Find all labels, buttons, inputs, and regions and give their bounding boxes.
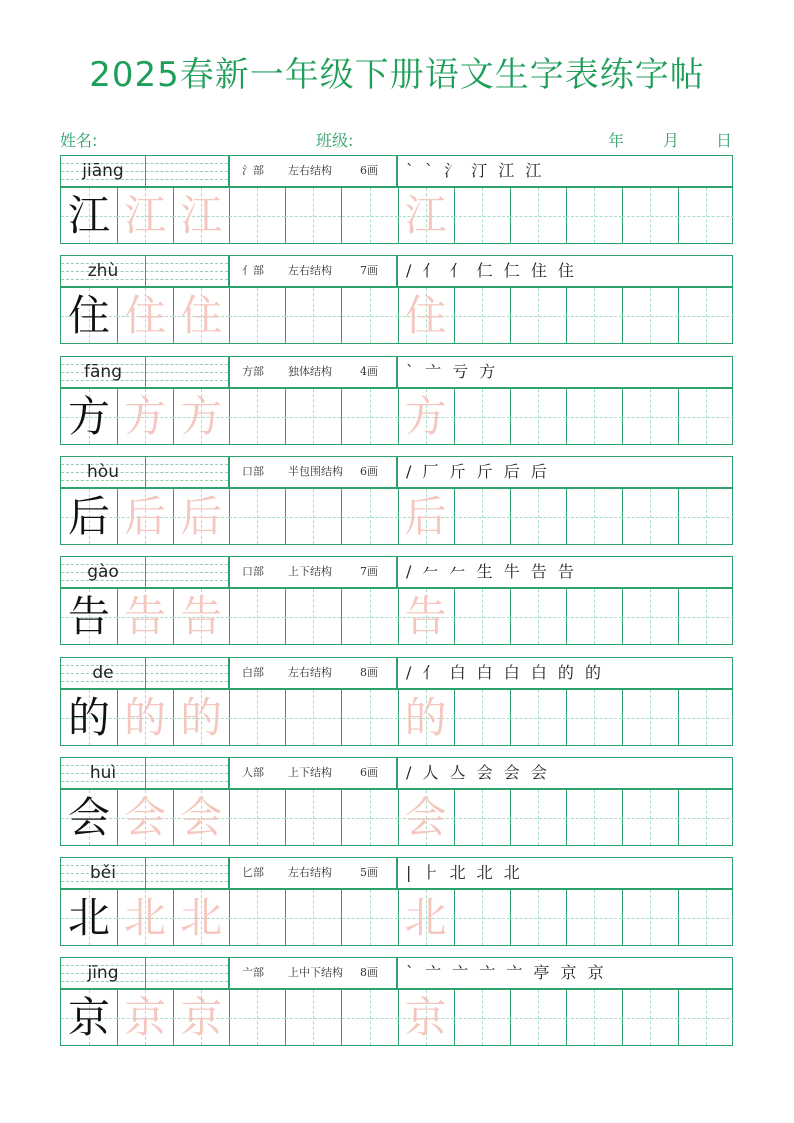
writing-grid-row bbox=[60, 889, 733, 946]
trace-character: 住 bbox=[124, 291, 167, 340]
writing-cell[interactable] bbox=[173, 690, 229, 745]
writing-cell[interactable] bbox=[678, 690, 734, 745]
trace-character: 会 bbox=[180, 793, 223, 842]
writing-cell[interactable] bbox=[510, 890, 566, 945]
writing-cell[interactable] bbox=[622, 389, 678, 444]
stroke-count-label: 7画 bbox=[360, 565, 378, 578]
writing-cell[interactable] bbox=[398, 890, 454, 945]
writing-cell[interactable] bbox=[285, 990, 341, 1045]
radical-label: 人部 bbox=[242, 766, 264, 779]
writing-cell[interactable] bbox=[342, 790, 398, 845]
name-label: 姓名: bbox=[60, 131, 98, 150]
writing-cell[interactable] bbox=[510, 288, 566, 343]
writing-cell[interactable] bbox=[398, 389, 454, 444]
writing-cell[interactable] bbox=[454, 690, 510, 745]
stroke-order-sequence: / 亻 白 白 白 白 的 的 bbox=[406, 663, 604, 682]
character-info-box bbox=[229, 155, 397, 187]
writing-cell[interactable] bbox=[285, 790, 341, 845]
trace-character: 后 bbox=[180, 492, 223, 541]
structure-label: 左右结构 bbox=[288, 164, 332, 177]
writing-cell[interactable] bbox=[117, 589, 173, 644]
writing-cell[interactable] bbox=[285, 389, 341, 444]
writing-cell[interactable] bbox=[398, 489, 454, 544]
writing-cell[interactable] bbox=[566, 990, 622, 1045]
character-info-box bbox=[229, 957, 397, 989]
radical-label: 方部 bbox=[242, 365, 264, 378]
pinyin-box bbox=[60, 155, 229, 187]
character-block bbox=[60, 255, 733, 344]
trace-character: 住 bbox=[404, 291, 447, 340]
writing-cell[interactable] bbox=[117, 690, 173, 745]
structure-label: 左右结构 bbox=[288, 666, 332, 679]
writing-cell[interactable] bbox=[398, 188, 454, 243]
writing-cell[interactable] bbox=[229, 790, 285, 845]
trace-character: 的 bbox=[124, 693, 167, 742]
writing-cell[interactable] bbox=[678, 188, 734, 243]
writing-cell[interactable] bbox=[622, 288, 678, 343]
stroke-count-label: 6画 bbox=[360, 465, 378, 478]
character-block bbox=[60, 757, 733, 846]
writing-cell[interactable] bbox=[510, 188, 566, 243]
writing-grid-row bbox=[60, 989, 733, 1046]
writing-grid-row bbox=[60, 488, 733, 545]
pinyin-box bbox=[60, 857, 229, 889]
structure-label: 左右结构 bbox=[288, 264, 332, 277]
writing-cell[interactable] bbox=[510, 489, 566, 544]
stroke-order-sequence: / 厂 斤 斤 后 后 bbox=[406, 462, 550, 481]
writing-cell[interactable] bbox=[173, 188, 229, 243]
writing-cell[interactable] bbox=[566, 489, 622, 544]
structure-label: 左右结构 bbox=[288, 866, 332, 879]
writing-cell[interactable] bbox=[342, 990, 398, 1045]
writing-cell[interactable] bbox=[510, 690, 566, 745]
writing-grid-row bbox=[60, 789, 733, 846]
stroke-order-box bbox=[397, 255, 733, 287]
writing-cell[interactable] bbox=[173, 589, 229, 644]
writing-cell[interactable] bbox=[622, 489, 678, 544]
character-info-box bbox=[229, 757, 397, 789]
writing-cell[interactable] bbox=[622, 690, 678, 745]
writing-cell[interactable] bbox=[173, 389, 229, 444]
writing-cell[interactable] bbox=[117, 389, 173, 444]
stroke-count-label: 4画 bbox=[360, 365, 378, 378]
character-info-box bbox=[229, 456, 397, 488]
writing-cell[interactable] bbox=[117, 288, 173, 343]
pinyin-label: gào bbox=[87, 562, 119, 582]
stroke-count-label: 7画 bbox=[360, 264, 378, 277]
character-block bbox=[60, 356, 733, 445]
pinyin-label: fāng bbox=[84, 362, 122, 382]
stroke-count-label: 6画 bbox=[360, 164, 378, 177]
trace-character: 京 bbox=[124, 993, 167, 1042]
writing-cell[interactable] bbox=[342, 690, 398, 745]
trace-character: 江 bbox=[180, 191, 223, 240]
stroke-order-sequence: ` 亠 亠 亠 亠 亭 京 京 bbox=[406, 963, 607, 982]
writing-cell[interactable] bbox=[454, 188, 510, 243]
writing-cell[interactable] bbox=[678, 288, 734, 343]
writing-cell[interactable] bbox=[61, 690, 117, 745]
stroke-order-sequence: / 亻 亻 仁 仁 住 住 bbox=[406, 261, 577, 280]
writing-cell[interactable] bbox=[229, 288, 285, 343]
writing-cell[interactable] bbox=[454, 389, 510, 444]
stroke-order-box bbox=[397, 556, 733, 588]
trace-character: 京 bbox=[404, 993, 447, 1042]
stroke-order-box bbox=[397, 957, 733, 989]
writing-cell[interactable] bbox=[285, 690, 341, 745]
writing-cell[interactable] bbox=[342, 489, 398, 544]
writing-cell[interactable] bbox=[285, 188, 341, 243]
writing-cell[interactable] bbox=[454, 890, 510, 945]
writing-cell[interactable] bbox=[61, 890, 117, 945]
pinyin-box bbox=[60, 757, 229, 789]
pinyin-box bbox=[60, 957, 229, 989]
stroke-order-sequence: ` 亠 亏 方 bbox=[406, 362, 499, 381]
writing-cell[interactable] bbox=[229, 489, 285, 544]
trace-character: 告 bbox=[180, 592, 223, 641]
character-info-box bbox=[229, 255, 397, 287]
writing-cell[interactable] bbox=[342, 188, 398, 243]
writing-cell[interactable] bbox=[229, 589, 285, 644]
pinyin-label: jiāng bbox=[82, 161, 124, 181]
model-character: 会 bbox=[68, 793, 111, 842]
writing-cell[interactable] bbox=[398, 288, 454, 343]
radical-label: 亠部 bbox=[242, 966, 264, 979]
stroke-order-box bbox=[397, 356, 733, 388]
writing-cell[interactable] bbox=[61, 288, 117, 343]
writing-cell[interactable] bbox=[510, 589, 566, 644]
trace-character: 江 bbox=[404, 191, 447, 240]
model-character: 江 bbox=[68, 191, 111, 240]
model-character: 住 bbox=[68, 291, 111, 340]
pinyin-label: jīng bbox=[87, 963, 119, 983]
stroke-count-label: 8画 bbox=[360, 966, 378, 979]
writing-cell[interactable] bbox=[229, 890, 285, 945]
writing-cell[interactable] bbox=[117, 990, 173, 1045]
writing-cell[interactable] bbox=[566, 890, 622, 945]
stroke-count-label: 8画 bbox=[360, 666, 378, 679]
writing-cell[interactable] bbox=[398, 589, 454, 644]
trace-character: 北 bbox=[180, 893, 223, 942]
writing-grid-row bbox=[60, 588, 733, 645]
model-character: 方 bbox=[68, 392, 111, 441]
writing-cell[interactable] bbox=[566, 389, 622, 444]
character-info-box bbox=[229, 657, 397, 689]
trace-character: 方 bbox=[404, 392, 447, 441]
writing-cell[interactable] bbox=[454, 589, 510, 644]
writing-cell[interactable] bbox=[229, 389, 285, 444]
writing-cell[interactable] bbox=[678, 790, 734, 845]
writing-cell[interactable] bbox=[117, 188, 173, 243]
character-block bbox=[60, 657, 733, 746]
trace-character: 方 bbox=[180, 392, 223, 441]
writing-cell[interactable] bbox=[622, 790, 678, 845]
writing-cell[interactable] bbox=[173, 288, 229, 343]
character-block bbox=[60, 957, 733, 1046]
character-info-box bbox=[229, 356, 397, 388]
trace-character: 后 bbox=[404, 492, 447, 541]
trace-character: 京 bbox=[180, 993, 223, 1042]
writing-cell[interactable] bbox=[510, 990, 566, 1045]
writing-cell[interactable] bbox=[61, 389, 117, 444]
writing-cell[interactable] bbox=[285, 890, 341, 945]
writing-cell[interactable] bbox=[678, 489, 734, 544]
trace-character: 方 bbox=[124, 392, 167, 441]
trace-character: 住 bbox=[180, 291, 223, 340]
radical-label: 亻部 bbox=[242, 264, 264, 277]
stroke-order-box bbox=[397, 757, 733, 789]
trace-character: 告 bbox=[404, 592, 447, 641]
writing-cell[interactable] bbox=[398, 790, 454, 845]
stroke-order-sequence: ` ` 氵 汀 江 江 bbox=[406, 161, 545, 180]
writing-cell[interactable] bbox=[117, 790, 173, 845]
writing-cell[interactable] bbox=[61, 188, 117, 243]
date-day-label: 日 bbox=[716, 131, 733, 150]
writing-cell[interactable] bbox=[173, 990, 229, 1045]
character-info-box bbox=[229, 857, 397, 889]
writing-cell[interactable] bbox=[61, 589, 117, 644]
writing-cell[interactable] bbox=[566, 690, 622, 745]
writing-cell[interactable] bbox=[342, 288, 398, 343]
writing-cell[interactable] bbox=[566, 790, 622, 845]
trace-character: 的 bbox=[404, 693, 447, 742]
writing-cell[interactable] bbox=[454, 790, 510, 845]
writing-cell[interactable] bbox=[454, 489, 510, 544]
writing-cell[interactable] bbox=[398, 690, 454, 745]
model-character: 后 bbox=[68, 492, 111, 541]
writing-cell[interactable] bbox=[342, 589, 398, 644]
writing-cell[interactable] bbox=[622, 890, 678, 945]
model-character: 的 bbox=[68, 693, 111, 742]
writing-cell[interactable] bbox=[229, 188, 285, 243]
writing-grid-row bbox=[60, 689, 733, 746]
writing-cell[interactable] bbox=[678, 389, 734, 444]
writing-cell[interactable] bbox=[117, 890, 173, 945]
pinyin-box bbox=[60, 356, 229, 388]
writing-cell[interactable] bbox=[622, 589, 678, 644]
structure-label: 独体结构 bbox=[288, 365, 332, 378]
stroke-order-sequence: / 𠂉 𠂉 生 牛 告 告 bbox=[406, 562, 577, 581]
writing-cell[interactable] bbox=[566, 288, 622, 343]
date-year-label: 年 bbox=[608, 131, 625, 150]
structure-label: 半包围结构 bbox=[288, 465, 343, 478]
radical-label: 口部 bbox=[242, 565, 264, 578]
writing-cell[interactable] bbox=[285, 288, 341, 343]
radical-label: 白部 bbox=[242, 666, 264, 679]
writing-cell[interactable] bbox=[678, 589, 734, 644]
stroke-order-sequence: / 人 亼 会 会 会 bbox=[406, 763, 550, 782]
trace-character: 江 bbox=[124, 191, 167, 240]
writing-cell[interactable] bbox=[173, 489, 229, 544]
pinyin-label: zhù bbox=[87, 261, 119, 281]
writing-cell[interactable] bbox=[61, 489, 117, 544]
stroke-order-box bbox=[397, 456, 733, 488]
writing-cell[interactable] bbox=[510, 389, 566, 444]
character-info-box bbox=[229, 556, 397, 588]
writing-cell[interactable] bbox=[285, 489, 341, 544]
trace-character: 会 bbox=[404, 793, 447, 842]
writing-cell[interactable] bbox=[173, 790, 229, 845]
writing-cell[interactable] bbox=[678, 990, 734, 1045]
writing-cell[interactable] bbox=[398, 990, 454, 1045]
radical-label: 氵部 bbox=[242, 164, 264, 177]
class-label: 班级: bbox=[316, 131, 354, 150]
writing-cell[interactable] bbox=[61, 790, 117, 845]
writing-cell[interactable] bbox=[510, 790, 566, 845]
writing-grid-row bbox=[60, 287, 733, 344]
stroke-count-label: 5画 bbox=[360, 866, 378, 879]
pinyin-label: huì bbox=[89, 763, 117, 783]
writing-cell[interactable] bbox=[678, 890, 734, 945]
trace-character: 北 bbox=[404, 893, 447, 942]
stroke-order-box bbox=[397, 857, 733, 889]
pinyin-box bbox=[60, 657, 229, 689]
stroke-order-sequence: | ⺊ 北 北 北 bbox=[406, 863, 523, 882]
stroke-count-label: 6画 bbox=[360, 766, 378, 779]
writing-cell[interactable] bbox=[173, 890, 229, 945]
pinyin-box bbox=[60, 255, 229, 287]
writing-grid-row bbox=[60, 187, 733, 244]
writing-cell[interactable] bbox=[61, 990, 117, 1045]
model-character: 北 bbox=[68, 893, 111, 942]
structure-label: 上中下结构 bbox=[288, 966, 343, 979]
writing-cell[interactable] bbox=[454, 288, 510, 343]
character-block bbox=[60, 456, 733, 545]
pinyin-box bbox=[60, 456, 229, 488]
stroke-order-box bbox=[397, 155, 733, 187]
writing-cell[interactable] bbox=[342, 890, 398, 945]
writing-cell[interactable] bbox=[229, 690, 285, 745]
character-block bbox=[60, 857, 733, 946]
writing-cell[interactable] bbox=[229, 990, 285, 1045]
stroke-order-box bbox=[397, 657, 733, 689]
writing-cell[interactable] bbox=[117, 489, 173, 544]
writing-cell[interactable] bbox=[622, 990, 678, 1045]
writing-cell[interactable] bbox=[622, 188, 678, 243]
trace-character: 北 bbox=[124, 893, 167, 942]
pinyin-label: běi bbox=[90, 863, 116, 883]
radical-label: 口部 bbox=[242, 465, 264, 478]
pinyin-label: de bbox=[92, 663, 114, 683]
model-character: 告 bbox=[68, 592, 111, 641]
writing-cell[interactable] bbox=[342, 389, 398, 444]
writing-cell[interactable] bbox=[285, 589, 341, 644]
date-month-label: 月 bbox=[663, 131, 680, 150]
writing-cell[interactable] bbox=[566, 589, 622, 644]
model-character: 京 bbox=[68, 993, 111, 1042]
character-block bbox=[60, 556, 733, 645]
pinyin-label: hòu bbox=[87, 462, 119, 482]
structure-label: 上下结构 bbox=[288, 766, 332, 779]
structure-label: 上下结构 bbox=[288, 565, 332, 578]
trace-character: 告 bbox=[124, 592, 167, 641]
writing-grid-row bbox=[60, 388, 733, 445]
page-title: 2025春新一年级下册语文生字表练字帖 bbox=[89, 55, 705, 95]
writing-cell[interactable] bbox=[454, 990, 510, 1045]
character-block bbox=[60, 155, 733, 244]
trace-character: 会 bbox=[124, 793, 167, 842]
trace-character: 的 bbox=[180, 693, 223, 742]
radical-label: 匕部 bbox=[242, 866, 264, 879]
trace-character: 后 bbox=[124, 492, 167, 541]
writing-cell[interactable] bbox=[566, 188, 622, 243]
pinyin-box bbox=[60, 556, 229, 588]
